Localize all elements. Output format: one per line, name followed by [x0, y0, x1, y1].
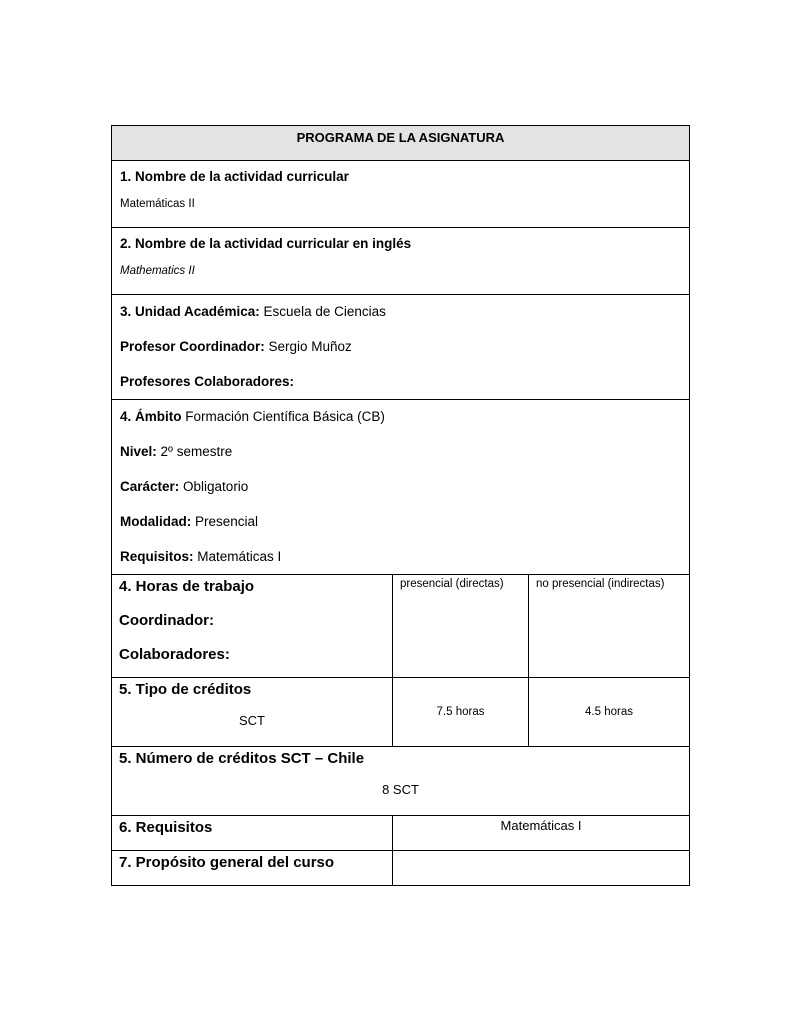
ambito-label: 4. Ámbito	[120, 409, 182, 424]
numero-creditos-title: 5. Número de créditos SCT – Chile	[119, 750, 365, 767]
creditos-no-presencial-cell	[529, 678, 690, 747]
horas-presencial-cell	[393, 575, 529, 678]
section3-row	[112, 295, 690, 400]
nivel-label: Nivel:	[120, 444, 157, 459]
section1-cell	[112, 161, 690, 228]
nivel-value: 2º semestre	[156, 444, 233, 459]
program-table	[111, 125, 690, 886]
profesor-label: Profesor Coordinador:	[120, 339, 265, 354]
table-header	[112, 126, 690, 161]
creditos-presencial-cell	[393, 678, 529, 747]
numero-creditos-value: 8 SCT	[382, 782, 419, 797]
requisitos-value: Matemáticas I	[500, 818, 582, 833]
profesor-value: Sergio Muñoz	[264, 339, 352, 354]
requisitos-title: 6. Requisitos	[119, 819, 213, 836]
horas-colaboradores: Colaboradores:	[119, 646, 230, 663]
section2-value: Mathematics II	[120, 265, 195, 277]
section2-label: 2. Nombre de la actividad curricular en inglés	[120, 236, 412, 251]
horas-title: 4. Horas de trabajo	[119, 578, 255, 595]
unidad-label: 3. Unidad Académica:	[120, 304, 260, 319]
creditos-title-cell	[112, 678, 393, 747]
requisitos-label: Requisitos:	[120, 549, 194, 564]
requisitos-title-cell	[112, 816, 393, 851]
unidad-value: Escuela de Ciencias	[259, 304, 386, 319]
caracter-value: Obligatorio	[179, 479, 249, 494]
creditos-title: 5. Tipo de créditos	[119, 681, 252, 698]
ambito-value: Formación Científica Básica (CB)	[181, 409, 385, 424]
requisitos-value: Matemáticas I	[193, 549, 282, 564]
header-row	[112, 126, 690, 161]
horas-title-cell	[112, 575, 393, 678]
col-presencial: presencial (directas)	[400, 578, 504, 590]
horas-no-presencial-cell	[529, 575, 690, 678]
modalidad-value: Presencial	[191, 514, 259, 529]
requisitos-value-cell	[393, 816, 690, 851]
requisitos-row	[112, 816, 690, 851]
section1-value: Matemáticas II	[120, 198, 195, 210]
horas-coordinador: Coordinador:	[119, 612, 214, 629]
creditos-presencial: 7.5 horas	[436, 706, 485, 718]
proposito-title: 7. Propósito general del curso	[119, 854, 335, 871]
numero-creditos-row	[112, 747, 690, 816]
horas-row	[112, 575, 690, 678]
section4-row	[112, 400, 690, 575]
page-title: PROGRAMA DE LA ASIGNATURA	[296, 130, 505, 145]
section1-row	[112, 161, 690, 228]
creditos-no-presencial: 4.5 horas	[585, 706, 633, 718]
section4-cell	[112, 400, 690, 575]
numero-creditos-cell	[112, 747, 690, 816]
section3-cell	[112, 295, 690, 400]
proposito-title-cell	[112, 851, 393, 886]
colaboradores-label: Profesores Colaboradores:	[120, 374, 295, 389]
section1-label: 1. Nombre de la actividad curricular	[120, 169, 349, 184]
proposito-row	[112, 851, 690, 886]
caracter-label: Carácter:	[120, 479, 180, 494]
col-no-presencial: no presencial (indirectas)	[536, 578, 665, 590]
section2-row	[112, 228, 690, 295]
modalidad-label: Modalidad:	[120, 514, 192, 529]
proposito-value-cell	[393, 851, 690, 886]
creditos-row	[112, 678, 690, 747]
creditos-tipo: SCT	[239, 713, 265, 728]
section2-cell	[112, 228, 690, 295]
